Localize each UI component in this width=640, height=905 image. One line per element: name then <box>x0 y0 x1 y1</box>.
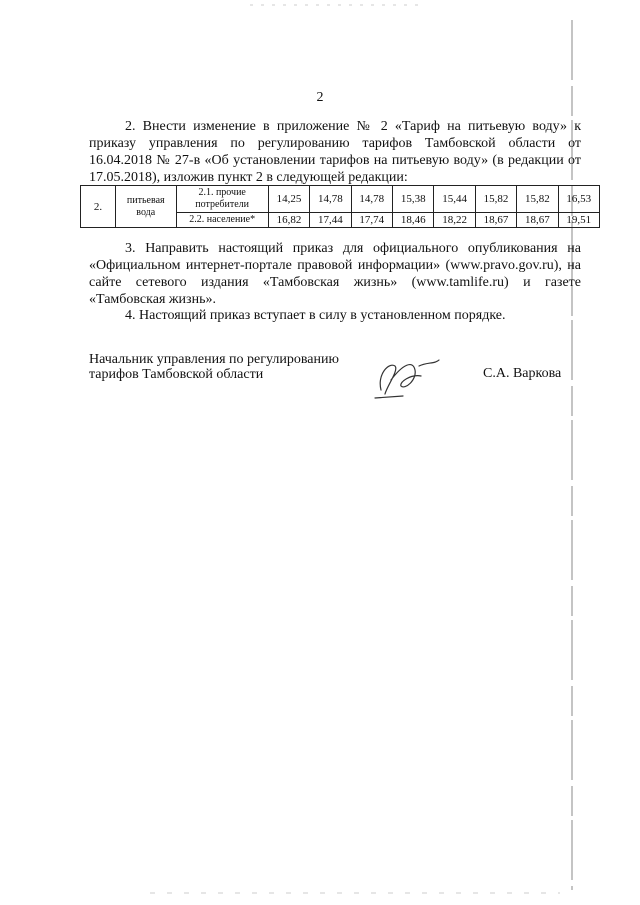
value-cell: 18,22 <box>434 213 475 228</box>
handwritten-signature <box>369 352 459 402</box>
value-cell: 14,78 <box>351 186 392 213</box>
paragraph-2: 2. Внести изменение в приложение № 2 «Тариф на питьевую воду» к приказу управления по регулированию тарифов Тамбовской области от 16.04.2018 № 27-в «Об установлении тарифов на питьевую воду» (в редакции от 17.05.2018), изложив пункт 2 в следующей редакции: <box>89 119 581 185</box>
value-cell: 18,67 <box>475 213 516 228</box>
paragraph-4: 4. Настоящий приказ вступает в силу в установленном порядке. <box>125 308 506 323</box>
value-cell: 18,46 <box>393 213 434 228</box>
value-cell: 18,67 <box>517 213 558 228</box>
value-cell: 15,82 <box>517 186 558 213</box>
tariff-table <box>80 185 600 228</box>
value-cell: 17,74 <box>351 213 392 228</box>
value-cell: 19,51 <box>558 213 599 228</box>
page-number: 2 <box>316 90 324 105</box>
category-cell: 2.2. население* <box>176 213 268 228</box>
value-cell: 14,25 <box>268 186 309 213</box>
value-cell: 17,44 <box>310 213 351 228</box>
signatory-position <box>89 352 379 382</box>
table-row <box>81 186 600 213</box>
category-cell: 2.1. прочие потребители <box>176 186 268 213</box>
value-cell: 16,82 <box>268 213 309 228</box>
signatory-name: С.А. Варкова <box>483 366 562 381</box>
value-cell: 15,82 <box>475 186 516 213</box>
value-cell: 16,53 <box>558 186 599 213</box>
row-number-cell: 2. <box>81 186 116 228</box>
value-cell: 15,44 <box>434 186 475 213</box>
paragraph-3: 3. Направить настоящий приказ для официального опубликования на «Официальном интернет-портале правовой информации» (www.pravo.gov.ru), на сайте сетевого издания «Тамбовская жизнь» (www.tamlife.ru) и газете «Тамбовская жизнь». <box>89 241 581 307</box>
value-cell: 14,78 <box>310 186 351 213</box>
service-cell: питьевая вода <box>116 186 176 228</box>
value-cell: 15,38 <box>393 186 434 213</box>
signatory-position-line-1: Начальник управления по регулированию <box>89 352 339 367</box>
signatory-position-line-2: тарифов Тамбовской области <box>89 367 264 382</box>
